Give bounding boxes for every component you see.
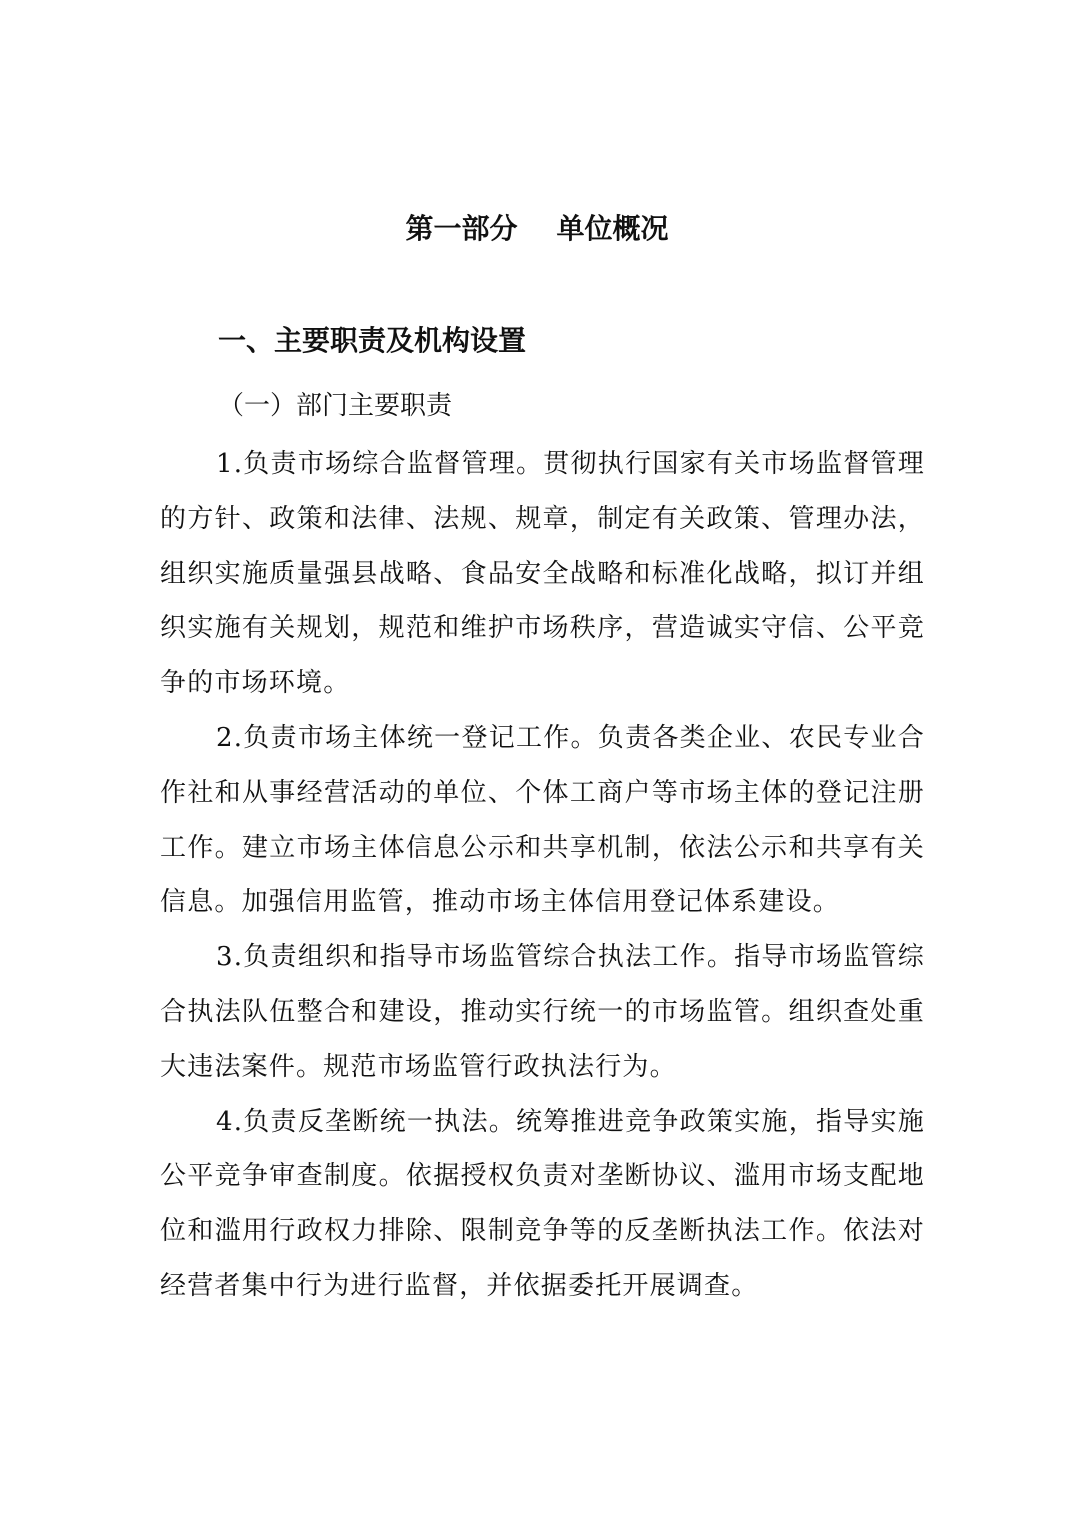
part-title: 第一部分 单位概况 [405,212,669,245]
document-body [160,437,925,1314]
paragraph-1: 1.负责市场综合监督管理。贯彻执行国家有关市场监督管理的方针、政策和法律、法规、规章，制定有关政策、管理办法，组织实施质量强县战略、食品安全战略和标准化战略，拟订并组织实施有关规划，规范和维护市场秩序，营造诚实守信、公平竞争的市场环境。 [160,449,925,699]
paragraph-4: 4.负责反垄断统一执法。统筹推进竞争政策实施，指导实施公平竞争审查制度。依据授权负责对垄断协议、滥用市场支配地位和滥用行政权力排除、限制竞争等的反垄断执法工作。依法对经营者集中行为进行监督，并依据委托开展调查。 [160,1106,925,1301]
section-heading: 一、主要职责及机构设置 [218,324,527,357]
subsection-heading: （一）部门主要职责 [218,391,453,421]
paragraph-2: 2.负责市场主体统一登记工作。负责各类企业、农民专业合作社和从事经营活动的单位、个体工商户等市场主体的登记注册工作。建立市场主体信息公示和共享机制，依法公示和共享有关信息。加强信用监管，推动市场主体信用登记体系建设。 [160,722,925,918]
paragraph-3: 3.负责组织和指导市场监管综合执法工作。指导市场监管综合执法队伍整合和建设，推动实行统一的市场监管。组织查处重大违法案件。规范市场监管行政执法行为。 [160,942,925,1082]
